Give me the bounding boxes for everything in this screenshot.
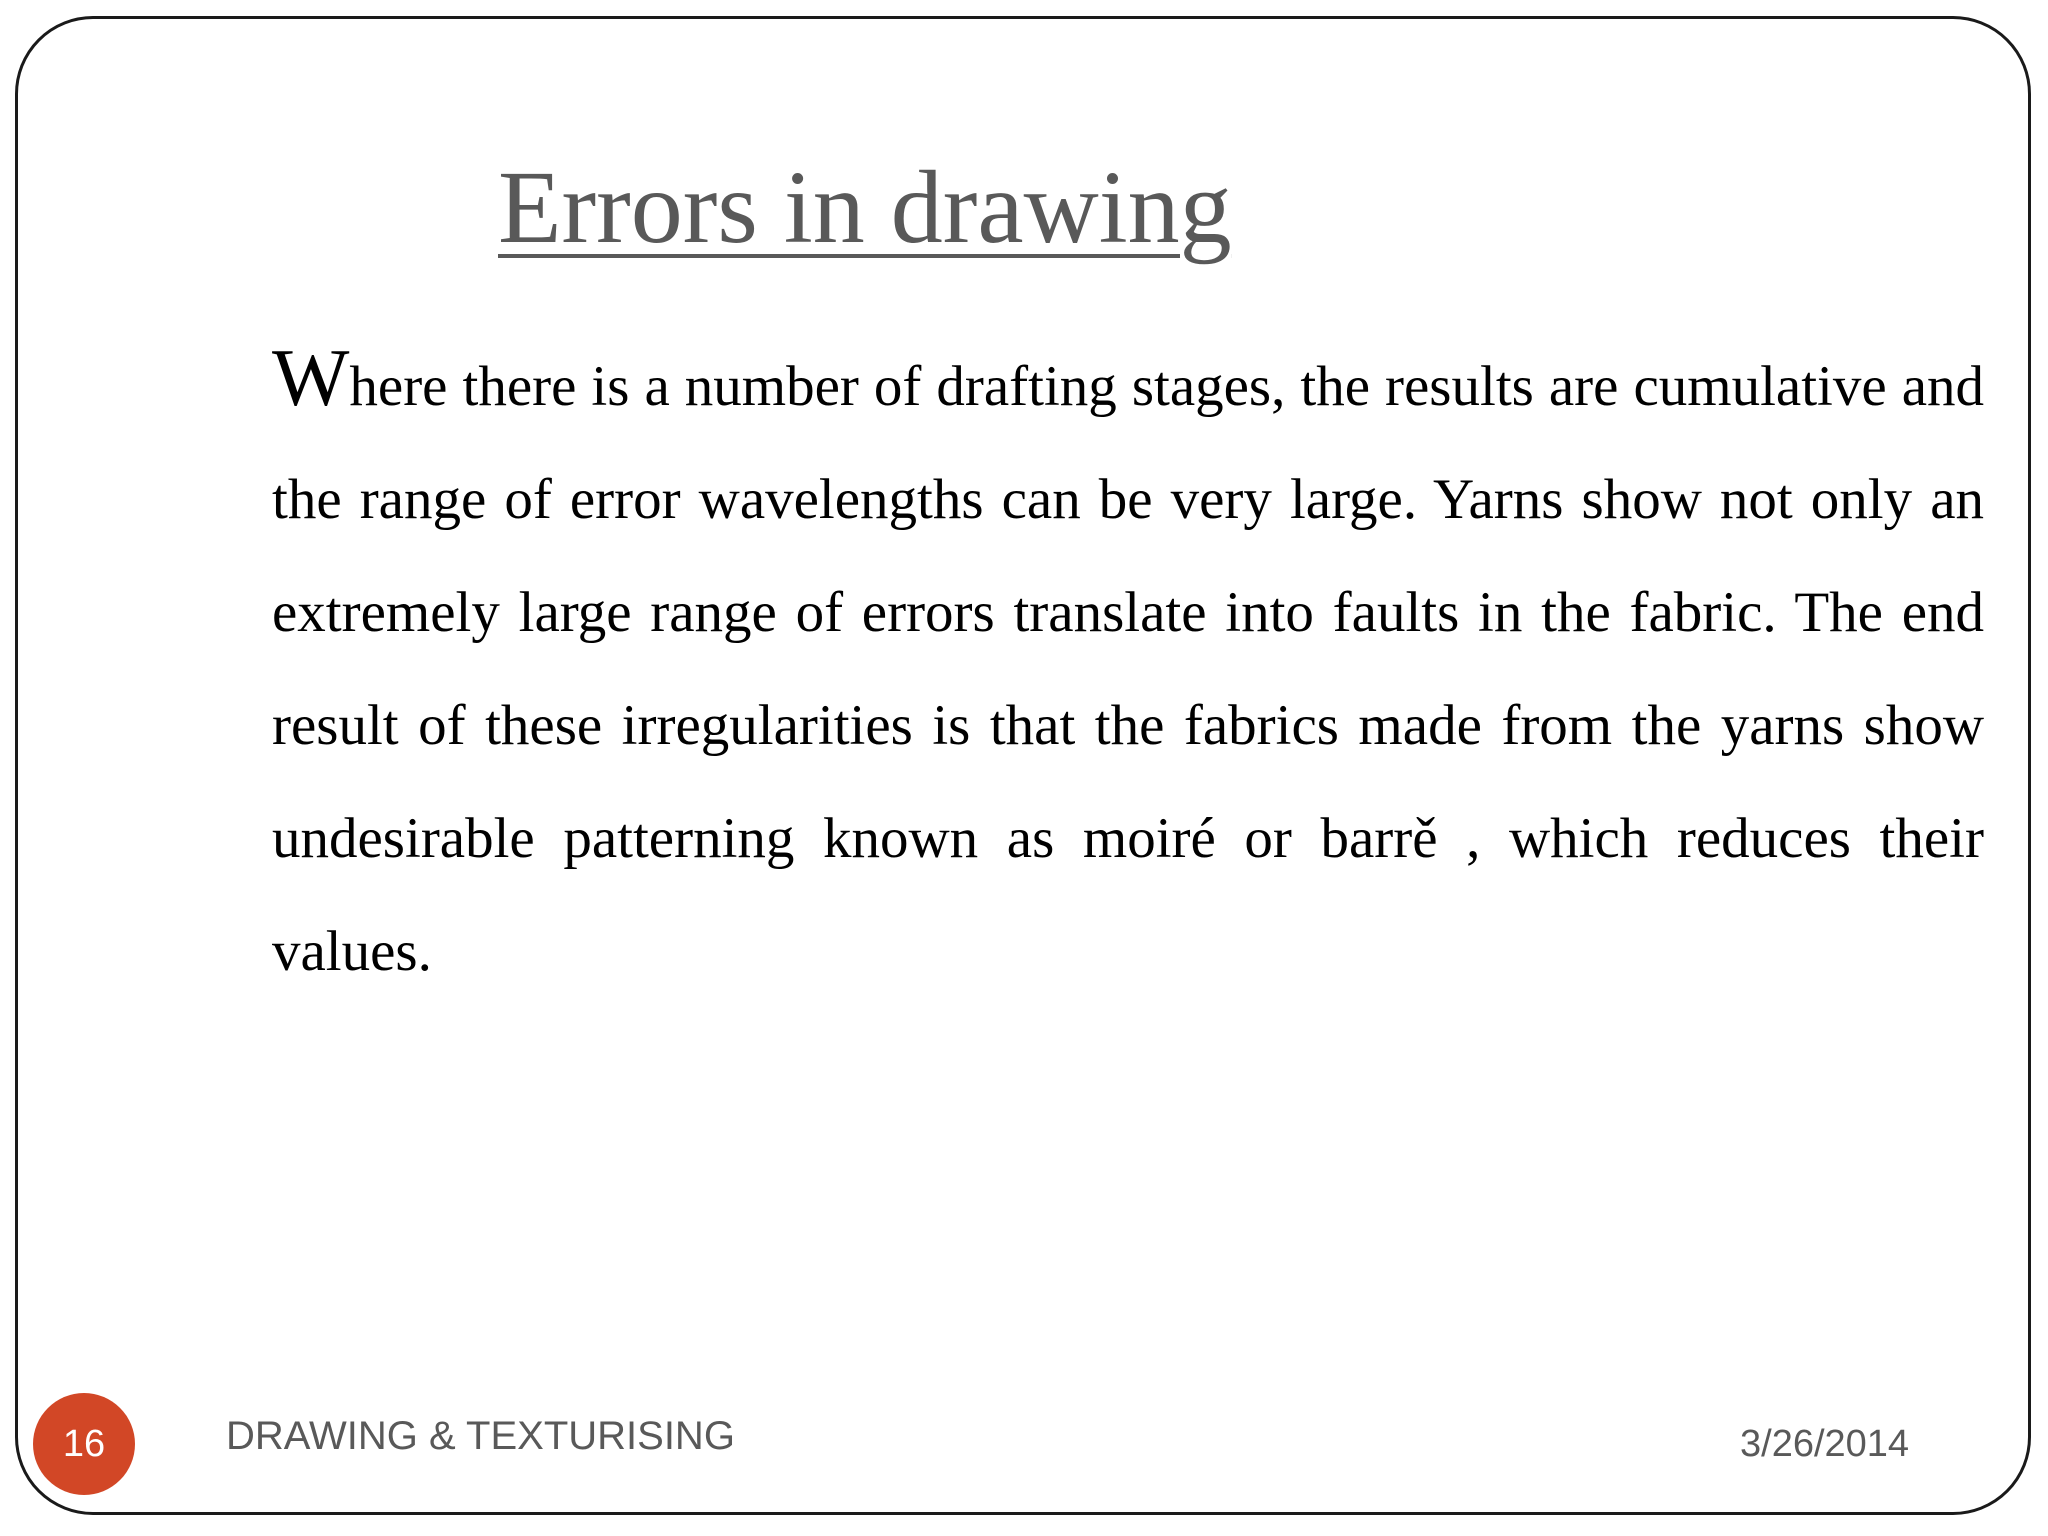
slide-title: Errors in drawing: [498, 150, 1232, 265]
footer-title: DRAWING & TEXTURISING: [226, 1414, 735, 1458]
body-dropcap: W: [272, 332, 350, 423]
slide-number-badge: 16: [33, 1393, 135, 1495]
body-paragraph: here there is a number of drafting stages, the results are cumulative and the range of error wavelengths can be very large. Yarns show not only an extremely large range of errors translate into faults in the fabric. The end result of these irregularities is that the fabrics made from the yarns show undesirable patterning known as moiré or barrě , which reduces their values.: [272, 355, 1984, 983]
slide-body-text: [272, 330, 1984, 1008]
footer-date: 3/26/2014: [1740, 1423, 1910, 1465]
